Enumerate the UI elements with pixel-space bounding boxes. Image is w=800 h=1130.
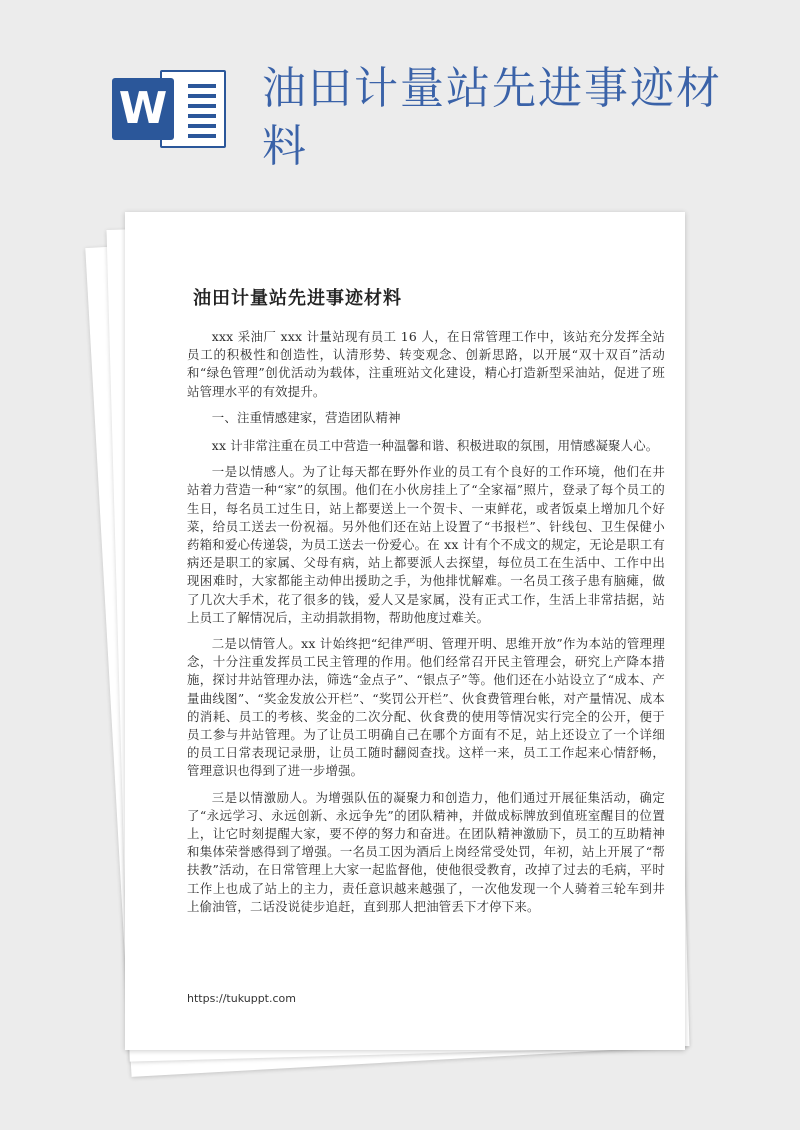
footer-url: https://tukuppt.com — [187, 992, 296, 1005]
page-title: 油田计量站先进事迹材料 — [262, 63, 722, 172]
document-page — [125, 212, 685, 1050]
document-body — [187, 328, 665, 924]
document-title: 油田计量站先进事迹材料 — [193, 288, 402, 309]
section-heading: 一、注重情感建家，营造团队精神 — [211, 409, 401, 425]
paragraph: xxx 采油厂 xxx 计量站现有员工 16 人，在日常管理工作中，该站充分发挥全站员工的积极性和创造性，认清形势、转变观念、创新思路，以开展“双十双百”活动和“绿色管理”创优活动为载体，注重班站文化建设，精心打造新型采油站，促进了班站管理水平的有效提升。 — [187, 329, 665, 399]
paragraph: xx 计非常注重在员工中营造一种温馨和谐、积极进取的氛围，用情感凝聚人心。 — [211, 438, 659, 454]
paragraph: 一是以情感人。为了让每天都在野外作业的员工有个良好的工作环境，他们在井站着力营造一种“家”的氛围。他们在小伙房挂上了“全家福”照片，登录了每个员工的生日，每名员工过生日，站上都要送上一个贺卡、一束鲜花，或者饭桌上增加几个好菜，给员工送去一份祝福。另外他们还在站上设置了“书报栏”、针线包、卫生保健小药箱和爱心传递袋，为员工送去一份爱心。在 xx 计有个不成文的规定，无论是职工有病还是职工的家属、父母有病，站上都要派人去探望，每位员工在生活中、工作中出现困难时，大家都能主动伸出援助之手，为他排忧解难。一名员工孩子患有脑瘫，做了几次大手术，花了很多的钱，爱人又是家属，没有正式工作，生活上非常拮据，站上员工了解情况后，主动捐款捐物，帮助他度过难关。 — [187, 464, 665, 625]
word-app-icon — [112, 68, 230, 150]
paragraph: 二是以情管人。xx 计始终把“纪律严明、管理开明、思维开放”作为本站的管理理念，十分注重发挥员工民主管理的作用。他们经常召开民主管理会，研究上产降本措施，探讨井站管理办法，筛选“金点子”、“银点子”等。他们还在小站设立了“成本、产量曲线图”、“奖金发放公开栏”、“奖罚公开栏”、伙食费管理台帐，对产量情况、成本的消耗、员工的考核、奖金的二次分配、伙食费的使用等情况实行完全的公开，便于员工参与井站管理。为了让员工明确自己在哪个方面有不足，站上还设立了一个详细的员工日常表现记录册，让员工随时翻阅查找。这样一来，员工工作起来心情舒畅，管理意识也得到了进一步增强。 — [187, 636, 665, 779]
paragraph: 三是以情激励人。为增强队伍的凝聚力和创造力，他们通过开展征集活动，确定了“永远学习、永远创新、永远争先”的团队精神，并做成标牌放到值班室醒目的位置上，让它时刻提醒大家，要不停的努力和奋进。在团队精神激励下，员工的互助精神和集体荣誉感得到了增强。一名员工因为酒后上岗经常受处罚，年初，站上开展了“帮扶教”活动，在日常管理上大家一起监督他，使他很受教育，改掉了过去的毛病，平时工作上也成了站上的主力，责任意识越来越强了，一次他发现一个人骑着三轮车到井上偷油管，二话没说徒步追赶，直到那人把油管丢下才停下来。 — [187, 789, 665, 914]
word-letter-badge: W — [112, 78, 174, 140]
